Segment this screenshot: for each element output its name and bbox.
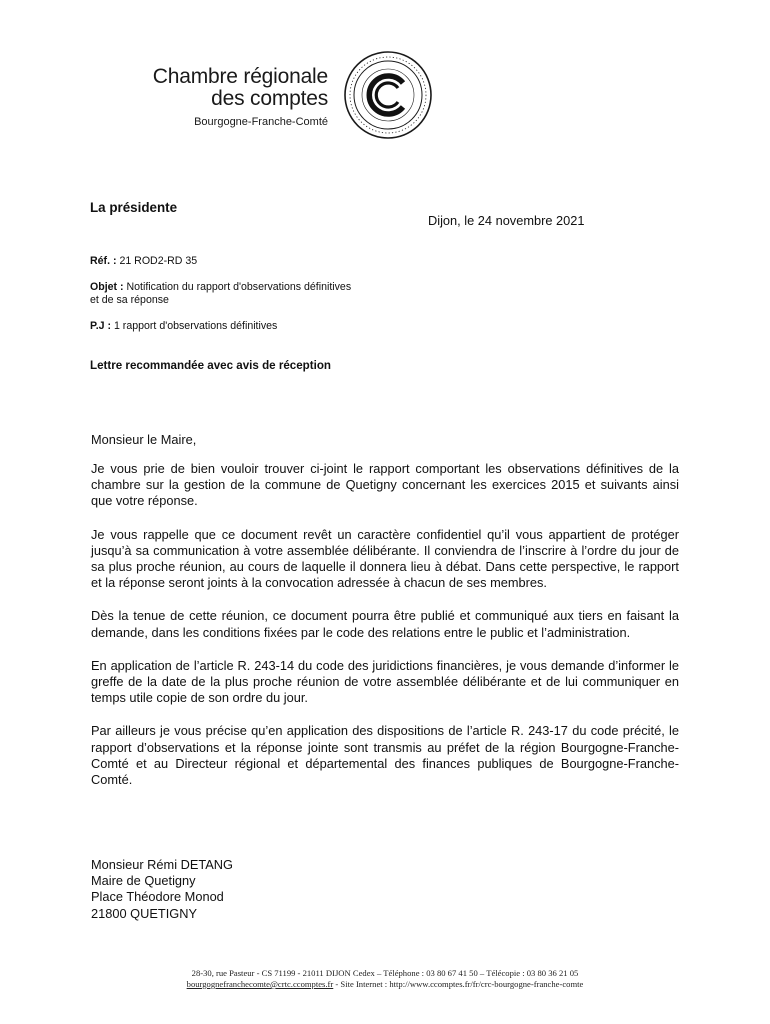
recipient-street: Place Théodore Monod (91, 889, 224, 905)
cour-des-comptes-seal-icon (343, 50, 433, 140)
paragraph: Dès la tenue de cette réunion, ce document pourra être publié et communiqué aux tiers en faisant la demande, dans les conditions fixées par le code des relations entre le public et l’administration. (91, 608, 679, 640)
paragraph: Je vous rappelle que ce document revêt un caractère confidentiel qu’il vous appartient de protéger jusqu’à sa communication à votre assemblée délibérante. Il conviendra de l’inscrire à l’ordre du jour de sa plus proche réunion, au cours de laquelle il donnera lieu à débat. Dans cette perspective, le rapport et la réponse seront joints à la convocation adressée à chacun de ses membres. (91, 526, 679, 591)
footer-contact (40, 979, 730, 990)
delivery-mode: Lettre recommandée avec avis de réception (90, 359, 332, 372)
ref-value: 21 ROD2-RD 35 (119, 255, 198, 267)
pj-value: 1 rapport d'observations définitives (113, 320, 278, 332)
sender-title: La présidente (90, 200, 178, 215)
org-region: Bourgogne-Franche-Comté (194, 116, 328, 128)
pj-label: P.J : (90, 320, 112, 332)
paragraph: Par ailleurs je vous précise qu’en application des dispositions de l’article R. 243-17 du code précité, le rapport d’observations et la réponse jointe sont transmis au préfet de la région Bourgogne-Franche-Comté et au Directeur régional et départemental des finances publiques de Bourgogne-Franche-Comté. (91, 723, 679, 788)
footer-website[interactable]: - Site Internet : http://www.ccomptes.fr/fr/crc-bourgogne-franche-comte (333, 979, 584, 989)
footer-email-link[interactable]: bourgognefranchecomte@crtc.ccomptes.fr (186, 979, 334, 989)
place-date: Dijon, le 24 novembre 2021 (428, 213, 585, 228)
page-footer (40, 968, 730, 990)
objet-label: Objet : (90, 281, 124, 293)
subject-block (90, 281, 351, 307)
letter-body (91, 461, 679, 788)
recipient-city: 21800 QUETIGNY (91, 905, 197, 921)
reference-line (90, 255, 197, 268)
institution-logo-text (120, 66, 328, 129)
recipient-title: Maire de Quetigny (91, 873, 196, 889)
attachment-line (90, 320, 277, 333)
ref-label: Réf. : (90, 255, 117, 267)
salutation: Monsieur le Maire, (91, 432, 197, 447)
paragraph: Je vous prie de bien vouloir trouver ci-joint le rapport comportant les observations définitives de la chambre sur la gestion de la commune de Quetigny concernant les exercices 2015 et suivants ainsi que votre réponse. (91, 461, 679, 509)
objet-line2: et de sa réponse (90, 294, 169, 306)
footer-address: 28-30, rue Pasteur - CS 71199 - 21011 DIJON Cedex – Téléphone : 03 80 67 41 50 – Télécopie : 03 80 36 21 05 (191, 968, 579, 978)
paragraph: En application de l’article R. 243-14 du code des juridictions financières, je vous demande d’informer le greffe de la date de la plus proche réunion de votre assemblée délibérante et de lui communiquer en temps utile copie de son ordre du jour. (91, 657, 679, 706)
recipient-name: Monsieur Rémi DETANG (91, 857, 233, 872)
objet-line1: Notification du rapport d'observations définitives (126, 281, 352, 293)
recipient-address (91, 857, 233, 922)
org-name-line2: des comptes (211, 87, 328, 110)
org-name-line1: Chambre régionale (152, 65, 328, 88)
